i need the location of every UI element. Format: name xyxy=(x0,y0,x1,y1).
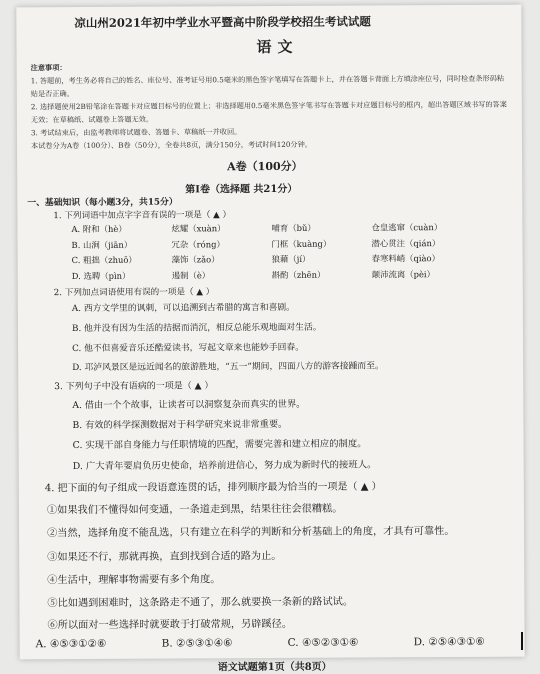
option-cell: D. 选聘（pìn） xyxy=(71,270,131,281)
option-cell: A. 附和（hè） xyxy=(71,223,127,235)
part1-heading: 一、基础知识（每小题3分，共15分） xyxy=(27,197,178,209)
notes-heading: 注意事项： xyxy=(30,63,67,73)
option-cell: 藻饰（zǎo） xyxy=(171,254,220,265)
question-4-sentence: ⑥所以面对一些选择时就要敢于打破常规，另辟蹊径。 xyxy=(47,618,293,632)
note-line: 3. 考试结束后，由监考教师将试题卷、答题卡、草稿纸一并收回。 xyxy=(30,127,242,138)
note-line: 本试卷分为A卷（100分）、B卷（50分），全卷共8页，满分150分，考试时间120分钟。 xyxy=(30,139,313,151)
option-cell: 颠沛流离（pèi） xyxy=(371,268,435,279)
option-cell: 潜心贯注（qián） xyxy=(371,237,441,248)
question-3-option: D. 广大青年要肩负历史使命，培养前进信心，努力成为新时代的接班人。 xyxy=(72,459,377,473)
question-3-option: B. 有效的科学探测数据对于科学研究来说非常重要。 xyxy=(72,418,288,432)
question-3-option: A. 借由一个个故事，让读者可以洞察复杂而真实的世界。 xyxy=(72,398,306,412)
answer-option: B. ②⑤③①④⑥ xyxy=(161,637,233,650)
question-4-sentence: ③如果还不行，那就再换，直到找到合适的路为止。 xyxy=(47,550,282,564)
question-1-options xyxy=(71,220,471,284)
exam-page xyxy=(16,5,524,674)
question-3-option: C. 实现干部自身能力与任职情境的匹配，需要完善和建立相应的制度。 xyxy=(72,438,367,452)
option-cell: 狼藉（jí） xyxy=(271,253,311,264)
question-2-option: D. 邛泸风景区是远近闻名的旅游胜地，“五一”期间，四面八方的游客接踵而至。 xyxy=(72,361,384,374)
option-cell: 春寒料峭（qiào） xyxy=(371,253,440,264)
note-line: 2. 选择题使用2B铅笔涂在答题卡对应题目标号的位置上；非选择题用0.5毫米黑色签字笔书写在答题卡对应题目标号的框内，超出答题区域书写的答案无效；在草稿纸、试题卷上答题无效。 xyxy=(30,99,507,125)
question-3-stem: 3. 下列句子中没有语病的一项是（ ▲ ） xyxy=(54,381,214,393)
option-cell: B. 山涧（jiān） xyxy=(71,239,133,250)
option-cell: 门框（kuàng） xyxy=(271,238,332,249)
page-footer: 语文试题第1页（共8页） xyxy=(217,661,332,674)
question-2-option: A. 西方文学里的讽刺，可以追溯到古希腊的寓言和喜剧。 xyxy=(71,302,295,315)
option-cell: 斟酌（zhēn） xyxy=(271,269,326,280)
subject-title: 语文 xyxy=(256,37,299,57)
question-4-sentence: ①如果我们不懂得如何变通，一条道走到黑，结果往往会很糟糕。 xyxy=(46,503,343,517)
option-cell: 遏制（è） xyxy=(171,269,211,281)
question-4-stem: 4. 把下面的句子组成一段语意连贯的话，排列顺序最为恰当的一项是（ ▲ ） xyxy=(44,481,382,495)
option-cell: 炫耀（xuàn） xyxy=(171,223,226,234)
answer-option: D. ②⑤④③①⑥ xyxy=(413,635,485,649)
note-line: 1. 答题前，考生务必将自己的姓名、座位号、准考证号用0.5毫米的黑色签字笔填写在答题卡上，并在答题卡背面上方填涂座位号，同时检查条形码粘贴是否正确。 xyxy=(30,73,505,99)
question-2-stem: 2. 下列加点词语使用有误的一项是（ ▲ ） xyxy=(53,287,215,299)
option-cell: 仓皇逃窜（cuàn） xyxy=(371,222,443,233)
question-4-answers xyxy=(36,636,540,651)
option-cell: 哺育（bǔ） xyxy=(271,222,316,233)
section-a-title: A卷（100分） xyxy=(227,159,303,174)
edge-mark xyxy=(521,632,523,650)
question-4-sentence: ②当然，选择角度不能乱选，只有建立在科学的判断和分析基础上的角度，才具有可靠性。 xyxy=(47,526,455,540)
answer-option: C. ④⑤②③①⑥ xyxy=(287,636,359,649)
option-row xyxy=(72,266,472,284)
question-1-stem: 1. 下列词语中加点字字音有误的一项是（ ▲ ） xyxy=(53,210,232,222)
option-cell: 冗杂（róng） xyxy=(171,238,225,250)
notes-block xyxy=(31,59,511,153)
question-2-option: B. 他并没有因为生活的拮据而消沉，相反总能乐观地面对生活。 xyxy=(71,322,322,335)
question-4-sentence: ⑤比如遇到困难时，这条路走不通了，那么就要换一条新的路试试。 xyxy=(47,596,354,610)
question-2-option: C. 他不但喜爱音乐还酷爱读书，写起文章来也能妙手回春。 xyxy=(72,342,305,355)
exam-title: 凉山州2021年初中学业水平暨高中阶段学校招生考试试题 xyxy=(74,14,371,31)
answer-option: A. ④⑤③①②⑥ xyxy=(35,637,107,651)
option-cell: C. 粗拙（zhuō） xyxy=(71,254,137,266)
volume1-title: 第Ⅰ卷（选择题 共21分） xyxy=(185,183,298,196)
question-4-sentence: ④生活中，理解事物需要有多个角度。 xyxy=(47,574,221,587)
